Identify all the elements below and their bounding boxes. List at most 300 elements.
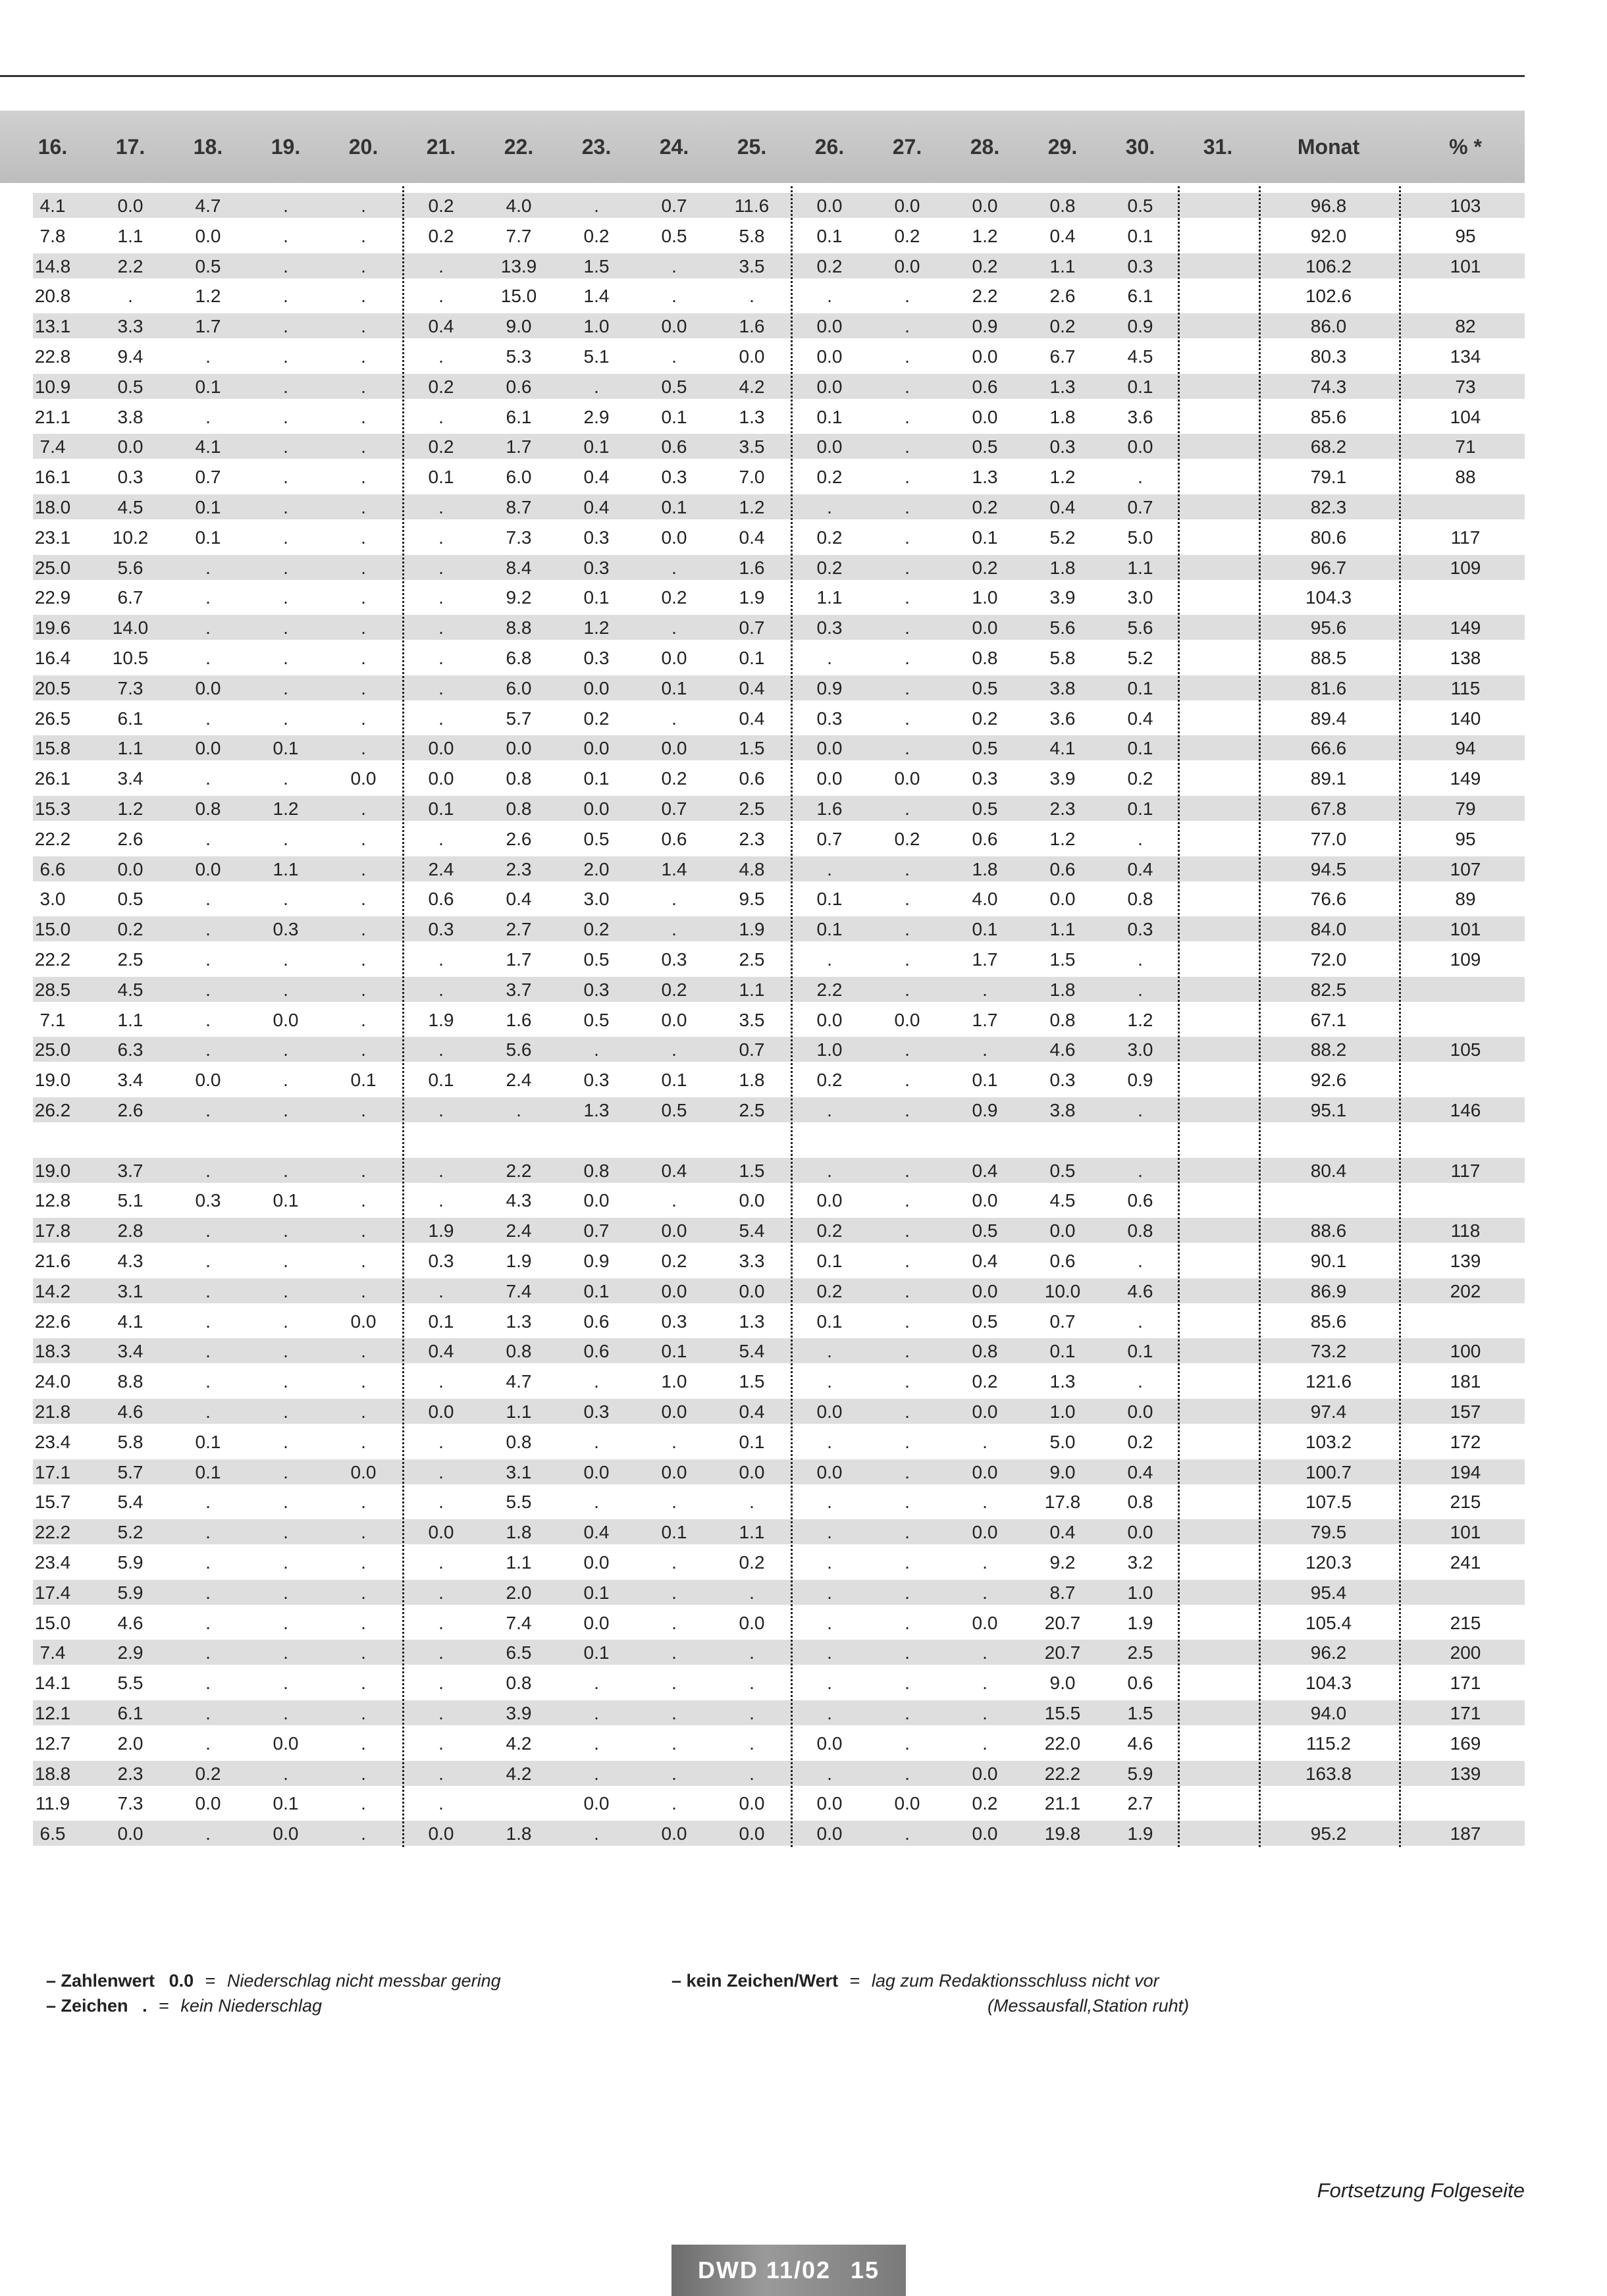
table-cell: 95.1 — [1310, 1100, 1347, 1120]
table-cell: . — [438, 648, 444, 668]
table-cell: 0.1 — [273, 738, 299, 759]
table-cell: . — [1138, 1371, 1143, 1392]
table-cell: . — [361, 828, 366, 849]
table-cell: . — [283, 949, 288, 970]
table-cell: 1.3 — [506, 1311, 532, 1332]
table-cell: . — [438, 1582, 444, 1603]
table-cell: 17.1 — [34, 1461, 71, 1482]
table-cell: . — [361, 1673, 366, 1694]
table-cell: 86.0 — [1310, 316, 1347, 337]
table-cell: . — [905, 497, 910, 517]
table-cell: . — [672, 889, 677, 910]
table-cell: 3.1 — [506, 1461, 532, 1482]
table-cell: . — [361, 677, 366, 698]
table-cell: 0.4 — [1127, 708, 1153, 729]
table-cell: . — [205, 979, 211, 1000]
table-cell: 1.2 — [583, 617, 610, 639]
table-cell: . — [672, 617, 677, 639]
table-cell: . — [205, 557, 211, 578]
table-cell: . — [1138, 828, 1143, 849]
table-cell: 6.8 — [506, 648, 532, 668]
table-cell: 66.6 — [1310, 738, 1347, 759]
table-cell: . — [283, 436, 288, 457]
table-cell: 0.4 — [739, 677, 765, 698]
table-cell: . — [827, 1522, 832, 1543]
table-cell: 5.5 — [506, 1492, 532, 1513]
table-cell: 0.1 — [739, 1431, 765, 1452]
table-cell: 0.1 — [816, 1251, 843, 1271]
table-cell: 6.3 — [117, 1039, 144, 1060]
table-cell: 0.0 — [972, 1461, 998, 1482]
table-cell: 8.7 — [1049, 1582, 1076, 1603]
table-cell: . — [672, 1642, 677, 1663]
table-cell: 0.3 — [661, 949, 687, 970]
legend-zeichen — [46, 1993, 501, 2018]
table-cell: 5.3 — [506, 346, 532, 367]
table-cell: 96.2 — [1310, 1642, 1347, 1663]
table-cell: 0.3 — [428, 1251, 454, 1271]
table-cell: 3.8 — [1049, 1100, 1076, 1120]
table-cell: 0.2 — [661, 768, 687, 789]
table-cell: 115.2 — [1306, 1733, 1351, 1754]
table-cell: . — [205, 1251, 211, 1271]
table-cell: 0.0 — [1127, 1522, 1153, 1543]
table-cell: 0.3 — [583, 1401, 610, 1422]
table-cell: 2.5 — [739, 949, 765, 970]
table-cell: . — [438, 1492, 444, 1513]
table-cell: . — [905, 1160, 910, 1181]
table-cell: 0.3 — [583, 557, 610, 578]
table-cell: . — [283, 376, 288, 397]
table-cell: . — [283, 587, 288, 608]
table-cell: . — [361, 1039, 366, 1060]
table-cell: . — [283, 1552, 288, 1573]
table-cell: 0.4 — [1049, 497, 1076, 517]
column-header: 28. — [970, 135, 1000, 159]
table-cell: . — [905, 1371, 910, 1392]
table-cell: 107.5 — [1305, 1492, 1352, 1513]
table-cell: 139 — [1450, 1763, 1481, 1784]
table-cell: 7.4 — [40, 1642, 66, 1663]
table-cell: 88.5 — [1310, 648, 1347, 668]
table-cell: . — [361, 1703, 366, 1723]
table-cell: 12.7 — [34, 1733, 71, 1754]
table-cell: 1.9 — [1127, 1823, 1153, 1844]
table-cell: . — [982, 1492, 988, 1513]
table-cell: 0.0 — [195, 677, 221, 698]
table-cell: 15.3 — [34, 798, 71, 819]
table-cell: . — [361, 1190, 366, 1211]
table-cell: 2.6 — [117, 1100, 144, 1120]
table-cell: 0.5 — [972, 738, 998, 759]
legend-kein-zeichen-note — [672, 1993, 1189, 2018]
table-cell: 0.4 — [1127, 1461, 1153, 1482]
table-cell: . — [672, 1612, 677, 1633]
column-header: 22. — [504, 135, 534, 159]
table-cell: . — [905, 1100, 910, 1120]
table-cell: . — [361, 497, 366, 517]
table-cell: 8.8 — [506, 617, 532, 639]
table-cell: 0.8 — [583, 1160, 610, 1181]
table-cell: 0.6 — [972, 376, 998, 397]
table-cell: 3.9 — [1049, 587, 1076, 608]
table-cell: 3.3 — [117, 316, 144, 337]
table-cell: 0.5 — [972, 1220, 998, 1241]
legend-value: 0.0 — [169, 1971, 194, 1991]
table-cell: 0.3 — [661, 467, 687, 488]
table-cell: 0.0 — [816, 316, 843, 337]
table-cell: . — [361, 316, 366, 337]
table-cell: . — [438, 1733, 444, 1754]
table-cell: 5.1 — [117, 1190, 144, 1211]
table-cell: 14.2 — [34, 1280, 71, 1301]
table-cell: 0.2 — [661, 1251, 687, 1271]
table-cell: 181 — [1450, 1371, 1481, 1392]
table-cell: . — [205, 1673, 211, 1694]
table-cell: 1.2 — [1127, 1009, 1153, 1030]
table-cell: 80.3 — [1310, 346, 1347, 367]
table-cell: . — [905, 436, 910, 457]
table-cell: . — [905, 286, 910, 307]
table-cell: . — [283, 286, 288, 307]
table-cell: 1.3 — [739, 1311, 765, 1332]
table-cell: . — [905, 919, 910, 940]
table-cell: 2.9 — [117, 1642, 144, 1663]
table-cell: 1.7 — [972, 949, 998, 970]
table-cell: 6.1 — [1127, 286, 1153, 307]
table-cell: 104.3 — [1305, 1673, 1352, 1694]
table-cell: 26.2 — [34, 1100, 71, 1120]
table-cell: 0.6 — [583, 1341, 610, 1362]
table-cell: 1.3 — [1049, 376, 1076, 397]
table-cell: 0.2 — [1127, 768, 1153, 789]
table-cell: . — [905, 889, 910, 910]
table-cell: 5.9 — [1127, 1763, 1153, 1784]
table-cell: 0.0 — [816, 376, 843, 397]
table-cell: . — [438, 1100, 444, 1120]
table-cell: 89.1 — [1310, 768, 1347, 789]
table-cell: 90.1 — [1310, 1251, 1347, 1271]
table-cell: . — [827, 286, 832, 307]
table-cell: . — [438, 949, 444, 970]
table-cell: 0.0 — [816, 1823, 843, 1844]
table-cell: 0.2 — [661, 587, 687, 608]
table-cell: 1.1 — [117, 738, 144, 759]
table-cell: 0.4 — [428, 316, 454, 337]
table-cell: 1.1 — [1049, 255, 1076, 276]
table-cell: 140 — [1450, 708, 1481, 729]
table-cell: 3.2 — [1127, 1552, 1153, 1573]
table-cell: 2.6 — [1049, 286, 1076, 307]
table-cell: 0.1 — [1127, 798, 1153, 819]
table-cell: 0.0 — [972, 1280, 998, 1301]
legend-eq: = — [205, 1971, 216, 1991]
table-cell: 0.0 — [972, 1522, 998, 1543]
table-cell: 1.1 — [1127, 557, 1153, 578]
table-cell: 0.0 — [894, 1793, 920, 1814]
table-cell: 0.1 — [661, 1070, 687, 1091]
table-cell: . — [438, 1039, 444, 1060]
table-cell: 0.3 — [1049, 1070, 1076, 1091]
publication-label: DWD 11/02 — [697, 2257, 831, 2283]
table-cell: 0.0 — [972, 1763, 998, 1784]
table-cell: . — [438, 1160, 444, 1181]
table-cell: . — [982, 1642, 988, 1663]
table-cell: . — [905, 557, 910, 578]
table-cell: . — [749, 1763, 754, 1784]
table-cell: 0.8 — [972, 1341, 998, 1362]
table-cell: 0.2 — [972, 1793, 998, 1814]
table-cell: . — [905, 1612, 910, 1633]
table-cell: 0.6 — [506, 376, 532, 397]
table-cell: . — [438, 1673, 444, 1694]
table-cell: 1.7 — [972, 1009, 998, 1030]
table-cell: 0.5 — [661, 225, 687, 246]
table-cell: 97.4 — [1310, 1401, 1347, 1422]
table-cell: . — [594, 196, 599, 216]
table-cell: 22.0 — [1044, 1733, 1081, 1754]
table-cell: . — [283, 1039, 288, 1060]
table-cell: . — [905, 979, 910, 1000]
table-cell: 4.7 — [195, 196, 221, 216]
table-cell: 0.6 — [1127, 1673, 1153, 1694]
table-cell: 0.1 — [1127, 225, 1153, 246]
table-cell: 0.0 — [739, 1793, 765, 1814]
table-cell: 4.0 — [506, 196, 532, 216]
table-cell: 95.6 — [1310, 617, 1347, 639]
table-cell: . — [438, 587, 444, 608]
table-cell: 0.2 — [816, 1070, 843, 1091]
table-cell: 1.5 — [1127, 1703, 1153, 1723]
table-cell: . — [283, 828, 288, 849]
table-cell: 104 — [1450, 406, 1481, 427]
table-cell: 1.2 — [1049, 467, 1076, 488]
table-cell: . — [905, 1220, 910, 1241]
table-cell: 0.1 — [428, 798, 454, 819]
table-cell: . — [594, 1492, 599, 1513]
table-cell: 0.5 — [583, 1009, 610, 1030]
table-cell: 76.6 — [1310, 889, 1347, 910]
table-cell: 0.0 — [583, 1461, 610, 1482]
table-cell: 6.0 — [506, 467, 532, 488]
table-cell: 0.1 — [661, 497, 687, 517]
table-cell: 3.3 — [739, 1251, 765, 1271]
table-cell: 0.0 — [350, 1461, 377, 1482]
table-cell: 100 — [1450, 1341, 1481, 1362]
table-cell: 0.1 — [583, 587, 610, 608]
table-cell: 1.7 — [506, 949, 532, 970]
table-cell: 0.0 — [661, 1823, 687, 1844]
table-cell: 0.0 — [117, 436, 144, 457]
table-cell: . — [672, 1793, 677, 1814]
table-cell: 117 — [1450, 527, 1481, 548]
table-cell: 0.8 — [1127, 889, 1153, 910]
table-cell: 26.1 — [34, 768, 71, 789]
table-cell: . — [361, 1100, 366, 1120]
table-cell: . — [205, 648, 211, 668]
table-cell: 4.5 — [1049, 1190, 1076, 1211]
table-cell: . — [982, 1673, 988, 1694]
table-cell: . — [1138, 1160, 1143, 1181]
table-cell: 0.4 — [583, 497, 610, 517]
table-cell: . — [361, 1009, 366, 1030]
table-cell: 0.1 — [816, 225, 843, 246]
table-cell: 25.0 — [34, 557, 71, 578]
table-cell: 1.1 — [739, 979, 765, 1000]
table-cell: . — [361, 979, 366, 1000]
table-cell: 0.0 — [428, 768, 454, 789]
table-cell: . — [438, 497, 444, 517]
table-cell: . — [283, 648, 288, 668]
legend-value: . — [142, 1996, 147, 2016]
table-cell: . — [361, 919, 366, 940]
table-cell: . — [827, 1703, 832, 1723]
table-cell: . — [283, 979, 288, 1000]
table-cell: 0.0 — [894, 196, 920, 216]
table-cell: 0.7 — [1049, 1311, 1076, 1332]
table-cell: 0.3 — [428, 919, 454, 940]
table-cell: 0.2 — [816, 1220, 843, 1241]
table-cell: 0.1 — [816, 889, 843, 910]
table-cell: 0.0 — [972, 617, 998, 639]
table-cell: . — [905, 316, 910, 337]
table-cell: . — [905, 1492, 910, 1513]
table-cell: 139 — [1450, 1251, 1481, 1271]
table-cell: 1.0 — [1127, 1582, 1153, 1603]
table-cell: 0.1 — [661, 1522, 687, 1543]
table-cell: 1.3 — [739, 406, 765, 427]
table-cell: . — [594, 376, 599, 397]
table-cell: 6.1 — [117, 1703, 144, 1723]
table-cell: 3.6 — [1127, 406, 1153, 427]
table-cell: 10.5 — [112, 648, 149, 668]
column-separator — [791, 186, 793, 1847]
table-cell: 2.6 — [506, 828, 532, 849]
table-cell: 20.5 — [34, 677, 71, 698]
table-cell: . — [361, 1582, 366, 1603]
table-cell: . — [283, 196, 288, 216]
table-cell: 0.2 — [428, 436, 454, 457]
table-cell: 79.1 — [1310, 467, 1347, 488]
table-cell: 85.6 — [1310, 406, 1347, 427]
table-cell: 5.4 — [739, 1220, 765, 1241]
table-cell: 0.6 — [1049, 1251, 1076, 1271]
table-cell: 0.1 — [972, 527, 998, 548]
table-cell: 0.0 — [583, 798, 610, 819]
table-cell: . — [672, 1673, 677, 1694]
table-cell: 14.8 — [34, 255, 71, 276]
page-number: 15 — [851, 2257, 880, 2283]
table-cell: . — [672, 1039, 677, 1060]
table-cell: 105 — [1450, 1039, 1481, 1060]
table-cell: 0.0 — [661, 648, 687, 668]
table-cell: . — [361, 557, 366, 578]
table-cell: . — [438, 828, 444, 849]
table-cell: 12.1 — [34, 1703, 71, 1723]
table-cell: 0.2 — [428, 225, 454, 246]
table-cell: . — [361, 738, 366, 759]
table-cell: 0.0 — [273, 1823, 299, 1844]
table-cell: 1.3 — [1049, 1371, 1076, 1392]
table-cell: 109 — [1450, 557, 1481, 578]
table-cell: 1.1 — [739, 1522, 765, 1543]
table-cell: 0.0 — [583, 677, 610, 698]
table-cell: 79.5 — [1310, 1522, 1347, 1543]
column-header: 25. — [737, 135, 767, 159]
table-cell: 10.9 — [34, 376, 71, 397]
table-cell: 4.2 — [739, 376, 765, 397]
table-cell: . — [1138, 979, 1143, 1000]
table-cell: . — [361, 1492, 366, 1513]
table-cell: . — [905, 677, 910, 698]
table-cell: . — [438, 346, 444, 367]
table-cell: . — [205, 1220, 211, 1241]
legend-text: (Messausfall,Station ruht) — [988, 1996, 1190, 2016]
table-cell: 5.2 — [1049, 527, 1076, 548]
table-cell: 0.0 — [816, 1190, 843, 1211]
table-cell: 2.3 — [1049, 798, 1076, 819]
table-cell: 0.8 — [1049, 196, 1076, 216]
table-cell: 109 — [1450, 949, 1481, 970]
table-cell: 0.2 — [583, 919, 610, 940]
table-cell: 0.1 — [1049, 1341, 1076, 1362]
table-cell: 88 — [1455, 467, 1476, 488]
table-cell: . — [905, 467, 910, 488]
table-cell: 18.0 — [34, 497, 71, 517]
table-cell: . — [361, 1251, 366, 1271]
table-cell: 81.6 — [1310, 677, 1347, 698]
table-cell: 92.0 — [1310, 225, 1347, 246]
table-cell: 3.0 — [583, 889, 610, 910]
table-cell: 0.5 — [195, 255, 221, 276]
table-cell: . — [283, 1763, 288, 1784]
table-cell: . — [749, 1733, 754, 1754]
table-cell: 6.5 — [40, 1823, 66, 1844]
table-cell: 1.7 — [195, 316, 221, 337]
table-cell: 4.5 — [117, 497, 144, 517]
table-cell: 1.9 — [428, 1220, 454, 1241]
table-cell: . — [827, 1100, 832, 1120]
table-cell: . — [205, 617, 211, 639]
table-cell: 101 — [1450, 255, 1481, 276]
table-cell: 22.2 — [1044, 1763, 1081, 1784]
table-cell: 17.8 — [34, 1220, 71, 1241]
table-cell: . — [361, 1280, 366, 1301]
table-cell: 3.6 — [1049, 708, 1076, 729]
table-cell: 3.5 — [739, 1009, 765, 1030]
table-cell: 12.8 — [34, 1190, 71, 1211]
table-cell: 2.7 — [506, 919, 532, 940]
table-cell: 5.6 — [1127, 617, 1153, 639]
table-cell: . — [361, 1160, 366, 1181]
table-cell: 82.3 — [1310, 497, 1347, 517]
table-cell: 0.2 — [739, 1552, 765, 1573]
table-cell: 0.0 — [583, 1612, 610, 1633]
table-cell: 0.3 — [972, 768, 998, 789]
table-cell: 0.0 — [428, 1823, 454, 1844]
table-cell: . — [672, 1703, 677, 1723]
table-cell: . — [205, 1311, 211, 1332]
table-cell: 0.1 — [816, 406, 843, 427]
table-cell: 9.5 — [739, 889, 765, 910]
table-cell: 2.3 — [506, 858, 532, 879]
table-cell: 0.0 — [661, 1280, 687, 1301]
table-cell: . — [361, 1793, 366, 1814]
table-cell: . — [361, 436, 366, 457]
table-cell: 0.0 — [506, 738, 532, 759]
column-separator — [402, 186, 404, 1847]
table-cell: 22.9 — [34, 587, 71, 608]
